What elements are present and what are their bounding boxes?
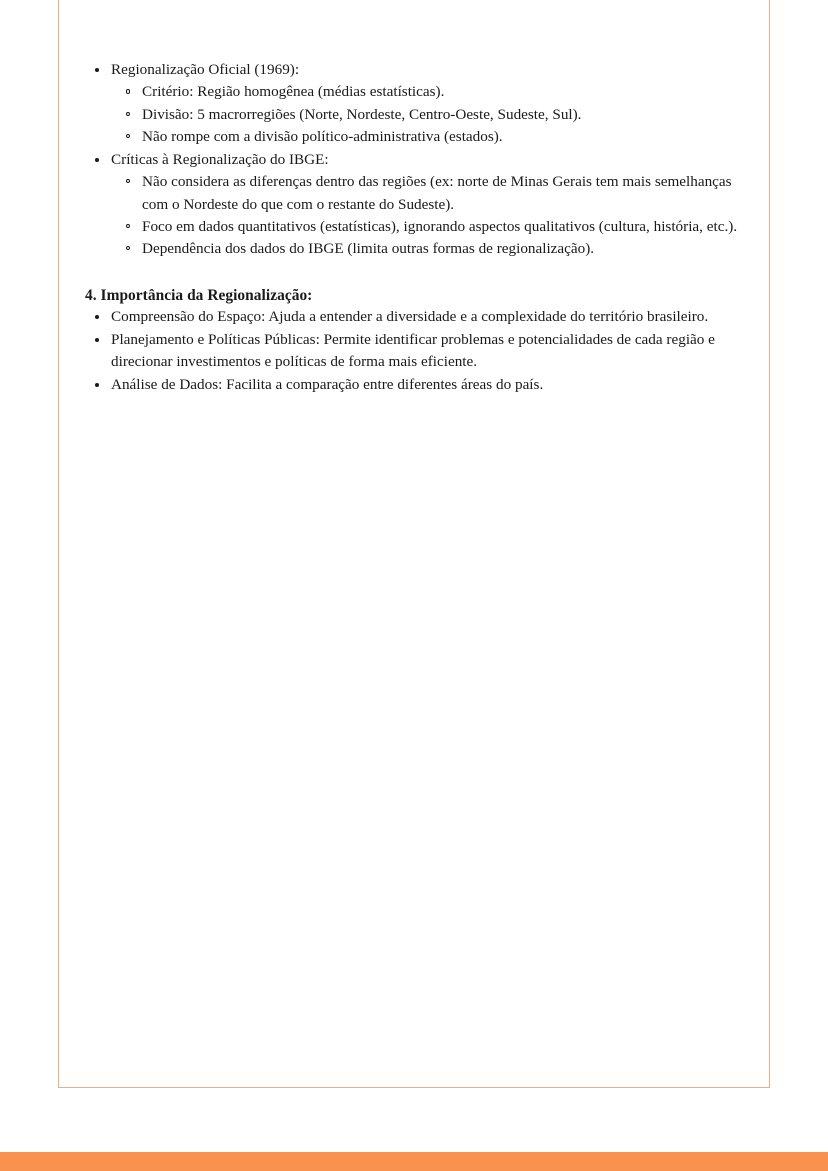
list-item <box>81 149 749 261</box>
bullet-text: Regionalização Oficial (1969): <box>111 61 300 78</box>
list-item: Foco em dados quantitativos (estatísticas), ignorando aspectos qualitativos (cultura, história, etc.). <box>111 216 749 238</box>
bottom-accent-bar <box>0 1152 828 1171</box>
list-item: Não rompe com a divisão político-administrativa (estados). <box>111 126 749 148</box>
top-bullet-list <box>81 59 749 261</box>
list-item: Não considera as diferenças dentro das regiões (ex: norte de Minas Gerais tem mais semelhanças com o Nordeste do que com o restante do Sudeste). <box>111 171 749 216</box>
section-heading: 4. Importância da Regionalização: <box>85 286 313 304</box>
bullet-text: Críticas à Regionalização do IBGE: <box>111 150 329 168</box>
list-item: Dependência dos dados do IBGE (limita outras formas de regionalização). <box>111 238 749 260</box>
sub-bullet-list <box>111 81 749 148</box>
page-frame <box>58 0 770 1088</box>
list-item: Compreensão do Espaço: Ajuda a entender a diversidade e a complexidade do território brasileiro. <box>81 306 749 328</box>
list-item: Critério: Região homogênea (médias estatísticas). <box>111 81 749 103</box>
list-item: Análise de Dados: Facilita a comparação entre diferentes áreas do país. <box>81 374 749 396</box>
sub-bullet-list <box>111 171 749 260</box>
list-item: Divisão: 5 macrorregiões (Norte, Nordeste, Centro-Oeste, Sudeste, Sul). <box>111 104 749 126</box>
page-content <box>81 59 749 397</box>
list-item <box>81 59 749 148</box>
list-item: Planejamento e Políticas Públicas: Permite identificar problemas e potencialidades de cada região e direcionar investimentos e políticas de forma mais eficiente. <box>81 329 749 374</box>
importance-bullet-list <box>81 306 749 396</box>
